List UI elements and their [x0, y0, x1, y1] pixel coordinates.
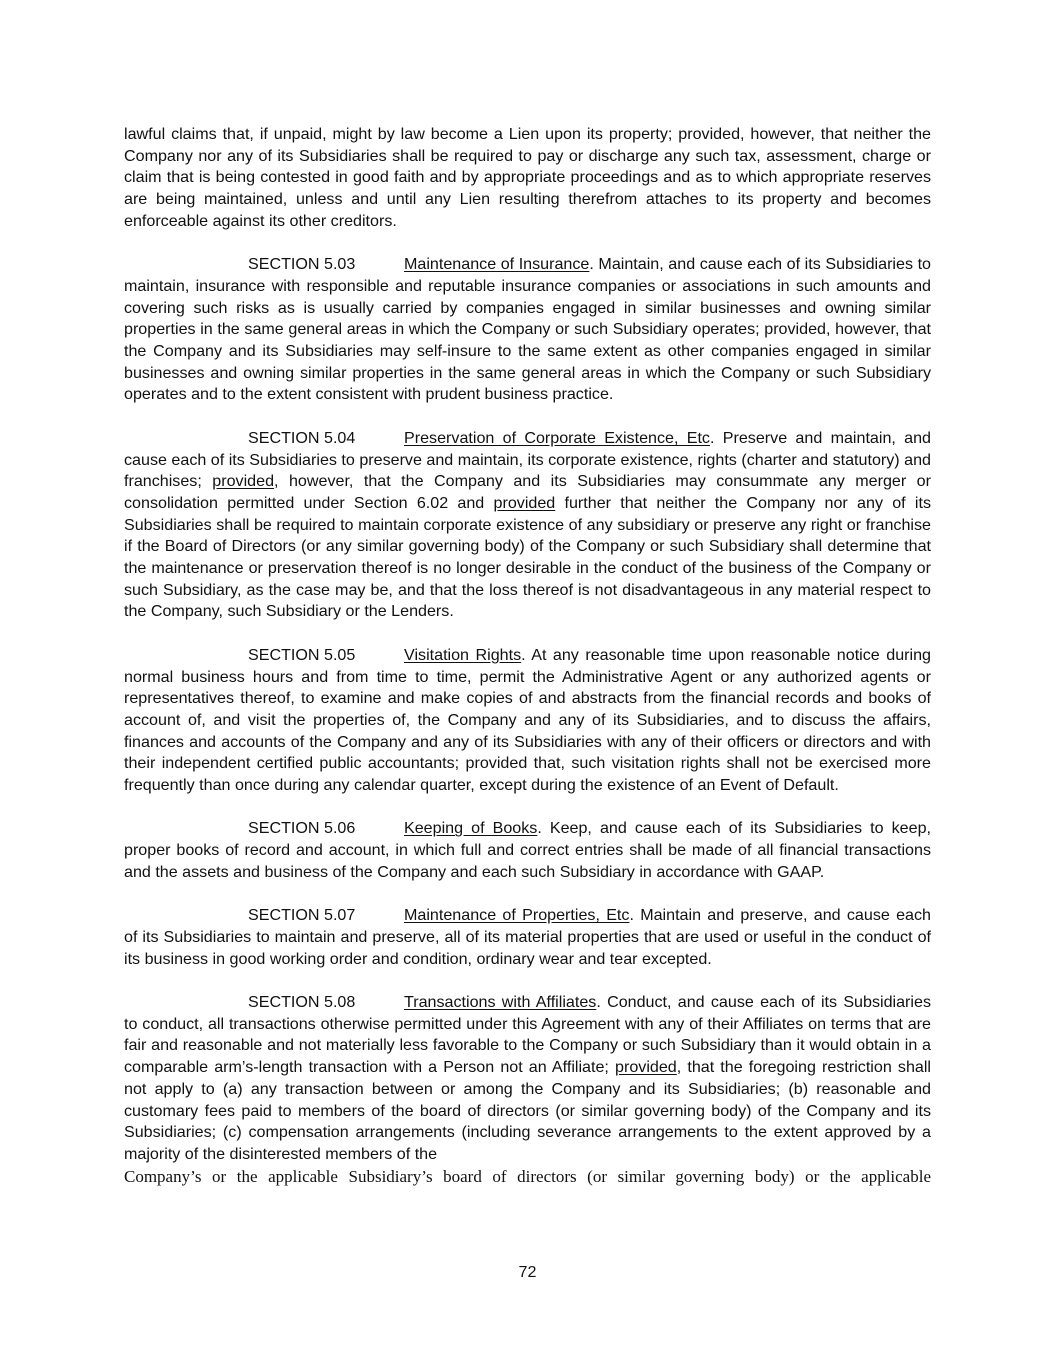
page-body: [124, 124, 931, 1209]
section-5-08-paragraph: [124, 992, 931, 1166]
section-5-07-title: Maintenance of Properties, Etc: [404, 906, 630, 925]
section-5-04-provided-1: provided: [212, 472, 275, 491]
section-5-07-body: . Maintain and preserve, and cause each of its Subsidiaries to maintain and preserve, all of its material properties that are used or useful in the conduct of its business in good working order and condition, ordinary wear and tear excepted.: [124, 906, 931, 968]
section-5-08-title: Transactions with Affiliates: [404, 993, 597, 1012]
page-number: 72: [518, 1263, 537, 1281]
section-5-05-number: SECTION 5.05: [248, 645, 356, 664]
section-5-04-title: Preservation of Corporate Existence, Etc: [404, 428, 710, 447]
section-5-04-number: SECTION 5.04: [248, 428, 356, 447]
section-5-05-body: . At any reasonable time upon reasonable notice during normal business hours and from time to time, permit the Administrative Agent or any authorized agents or representatives thereof, to examine and make copies of and abstracts from the financial records and books of account of, and visit the properties of, the Company and any of its Subsidiaries, and to discuss the affairs, finances and accounts of the Company and any of its Subsidiaries with any of their officers or directors and with their independent certified public accountants; provided that, such visitation rights shall not be exercised more frequently than once during any calendar quarter, except during the existence of an Event of Default.: [124, 645, 931, 795]
section-5-08-provided: provided: [615, 1058, 677, 1077]
section-5-08-body-part-1: . Conduct, and cause each of its Subsidiaries to conduct, all transactions otherwise permitted under this Agreement with any of their Affiliates on terms that are fair and reasonable and not materially less favorable to the Company or such Subsidiary than it would obtain in a comparable arm’s-length transaction with a Person not an Affiliate;: [124, 993, 931, 1077]
section-5-07-paragraph: [124, 905, 931, 970]
section-5-06-body: . Keep, and cause each of its Subsidiaries to keep, proper books of record and account, in which full and correct entries shall be made of all financial transactions and the assets and business of the Company and each such Subsidiary in accordance with GAAP.: [124, 819, 931, 881]
intro-paragraph: lawful claims that, if unpaid, might by law become a Lien upon its property; provided, however, that neither the Company nor any of its Subsidiaries shall be required to pay or discharge any such tax, assessment, charge or claim that is being contested in good faith and by appropriate proceedings and as to which appropriate reserves are being maintained, unless and until any Lien resulting therefrom attaches to its property and becomes enforceable against its other creditors.: [124, 125, 931, 230]
section-5-04-body-part-2: , however, that the Company and its Subsidiaries may consummate any merger or consolidation permitted under Section 6.02 and: [124, 472, 931, 512]
section-5-08: [124, 992, 931, 1187]
section-5-04-provided-2: provided: [493, 493, 556, 512]
section-5-03-paragraph: [124, 254, 931, 406]
section-5-04-paragraph: [124, 428, 931, 623]
section-5-06: [124, 818, 931, 883]
section-5-03-body: . Maintain, and cause each of its Subsidiaries to maintain, insurance with responsible and reputable insurance companies or associations in such amounts and covering such risks as is usually carried by companies engaged in similar businesses and owning similar properties in the same general areas in which the Company or such Subsidiary operates; provided, however, that the Company and its Subsidiaries may self-insure to the same extent as other companies engaged in similar businesses and owning similar properties in the same general areas in which the Company or such Subsidiary operates and to the extent consistent with prudent business practice.: [124, 255, 931, 404]
section-5-04-body-part-1: . Preserve and maintain, and cause each of its Subsidiaries to preserve and maintain, its corporate existence, rights (charter and statutory) and franchises;: [124, 428, 932, 491]
section-5-06-paragraph: [124, 818, 931, 883]
section-5-08-number: SECTION 5.08: [248, 993, 356, 1012]
section-5-07-number: SECTION 5.07: [248, 906, 356, 925]
section-5-05-title: Visitation Rights: [404, 645, 522, 664]
section-5-04-body-part-3: further that neither the Company nor any of its Subsidiaries shall be required to maintain corporate existence of any subsidiary or preserve any right or franchise if the Board of Directors (or any similar governing body) of the Company or such Subsidiary shall determine that the maintenance or preservation thereof is no longer desirable in the conduct of the business of the Company or such Subsidiary, as the case may be, and that the loss thereof is not disadvantageous in any material respect to the Company, such Subsidiary or the Lenders.: [124, 493, 931, 621]
section-5-05-paragraph: [124, 645, 931, 797]
section-5-06-number: SECTION 5.06: [248, 819, 356, 838]
section-5-03: [124, 254, 931, 406]
section-5-04: [124, 428, 931, 623]
section-5-05: [124, 645, 931, 797]
section-5-06-title: Keeping of Books: [404, 819, 538, 838]
section-5-03-number: SECTION 5.03: [248, 255, 356, 274]
section-5-07: [124, 905, 931, 970]
section-5-08-continuation-line: Company’s or the applicable Subsidiary’s board of directors (or similar governing body) or the applicable: [124, 1166, 931, 1186]
section-5-08-body-part-2: , that the foregoing restriction shall not apply to (a) any transaction between or among the Company and its Subsidiaries; (b) reasonable and customary fees paid to members of the board of directors (or similar governing body) of the Company and its Subsidiaries; (c) compensation arrangements (including severance arrangements to the extent approved by a majority of the disinterested members of the: [124, 1058, 931, 1163]
section-5-03-title: Maintenance of Insurance: [404, 255, 590, 274]
